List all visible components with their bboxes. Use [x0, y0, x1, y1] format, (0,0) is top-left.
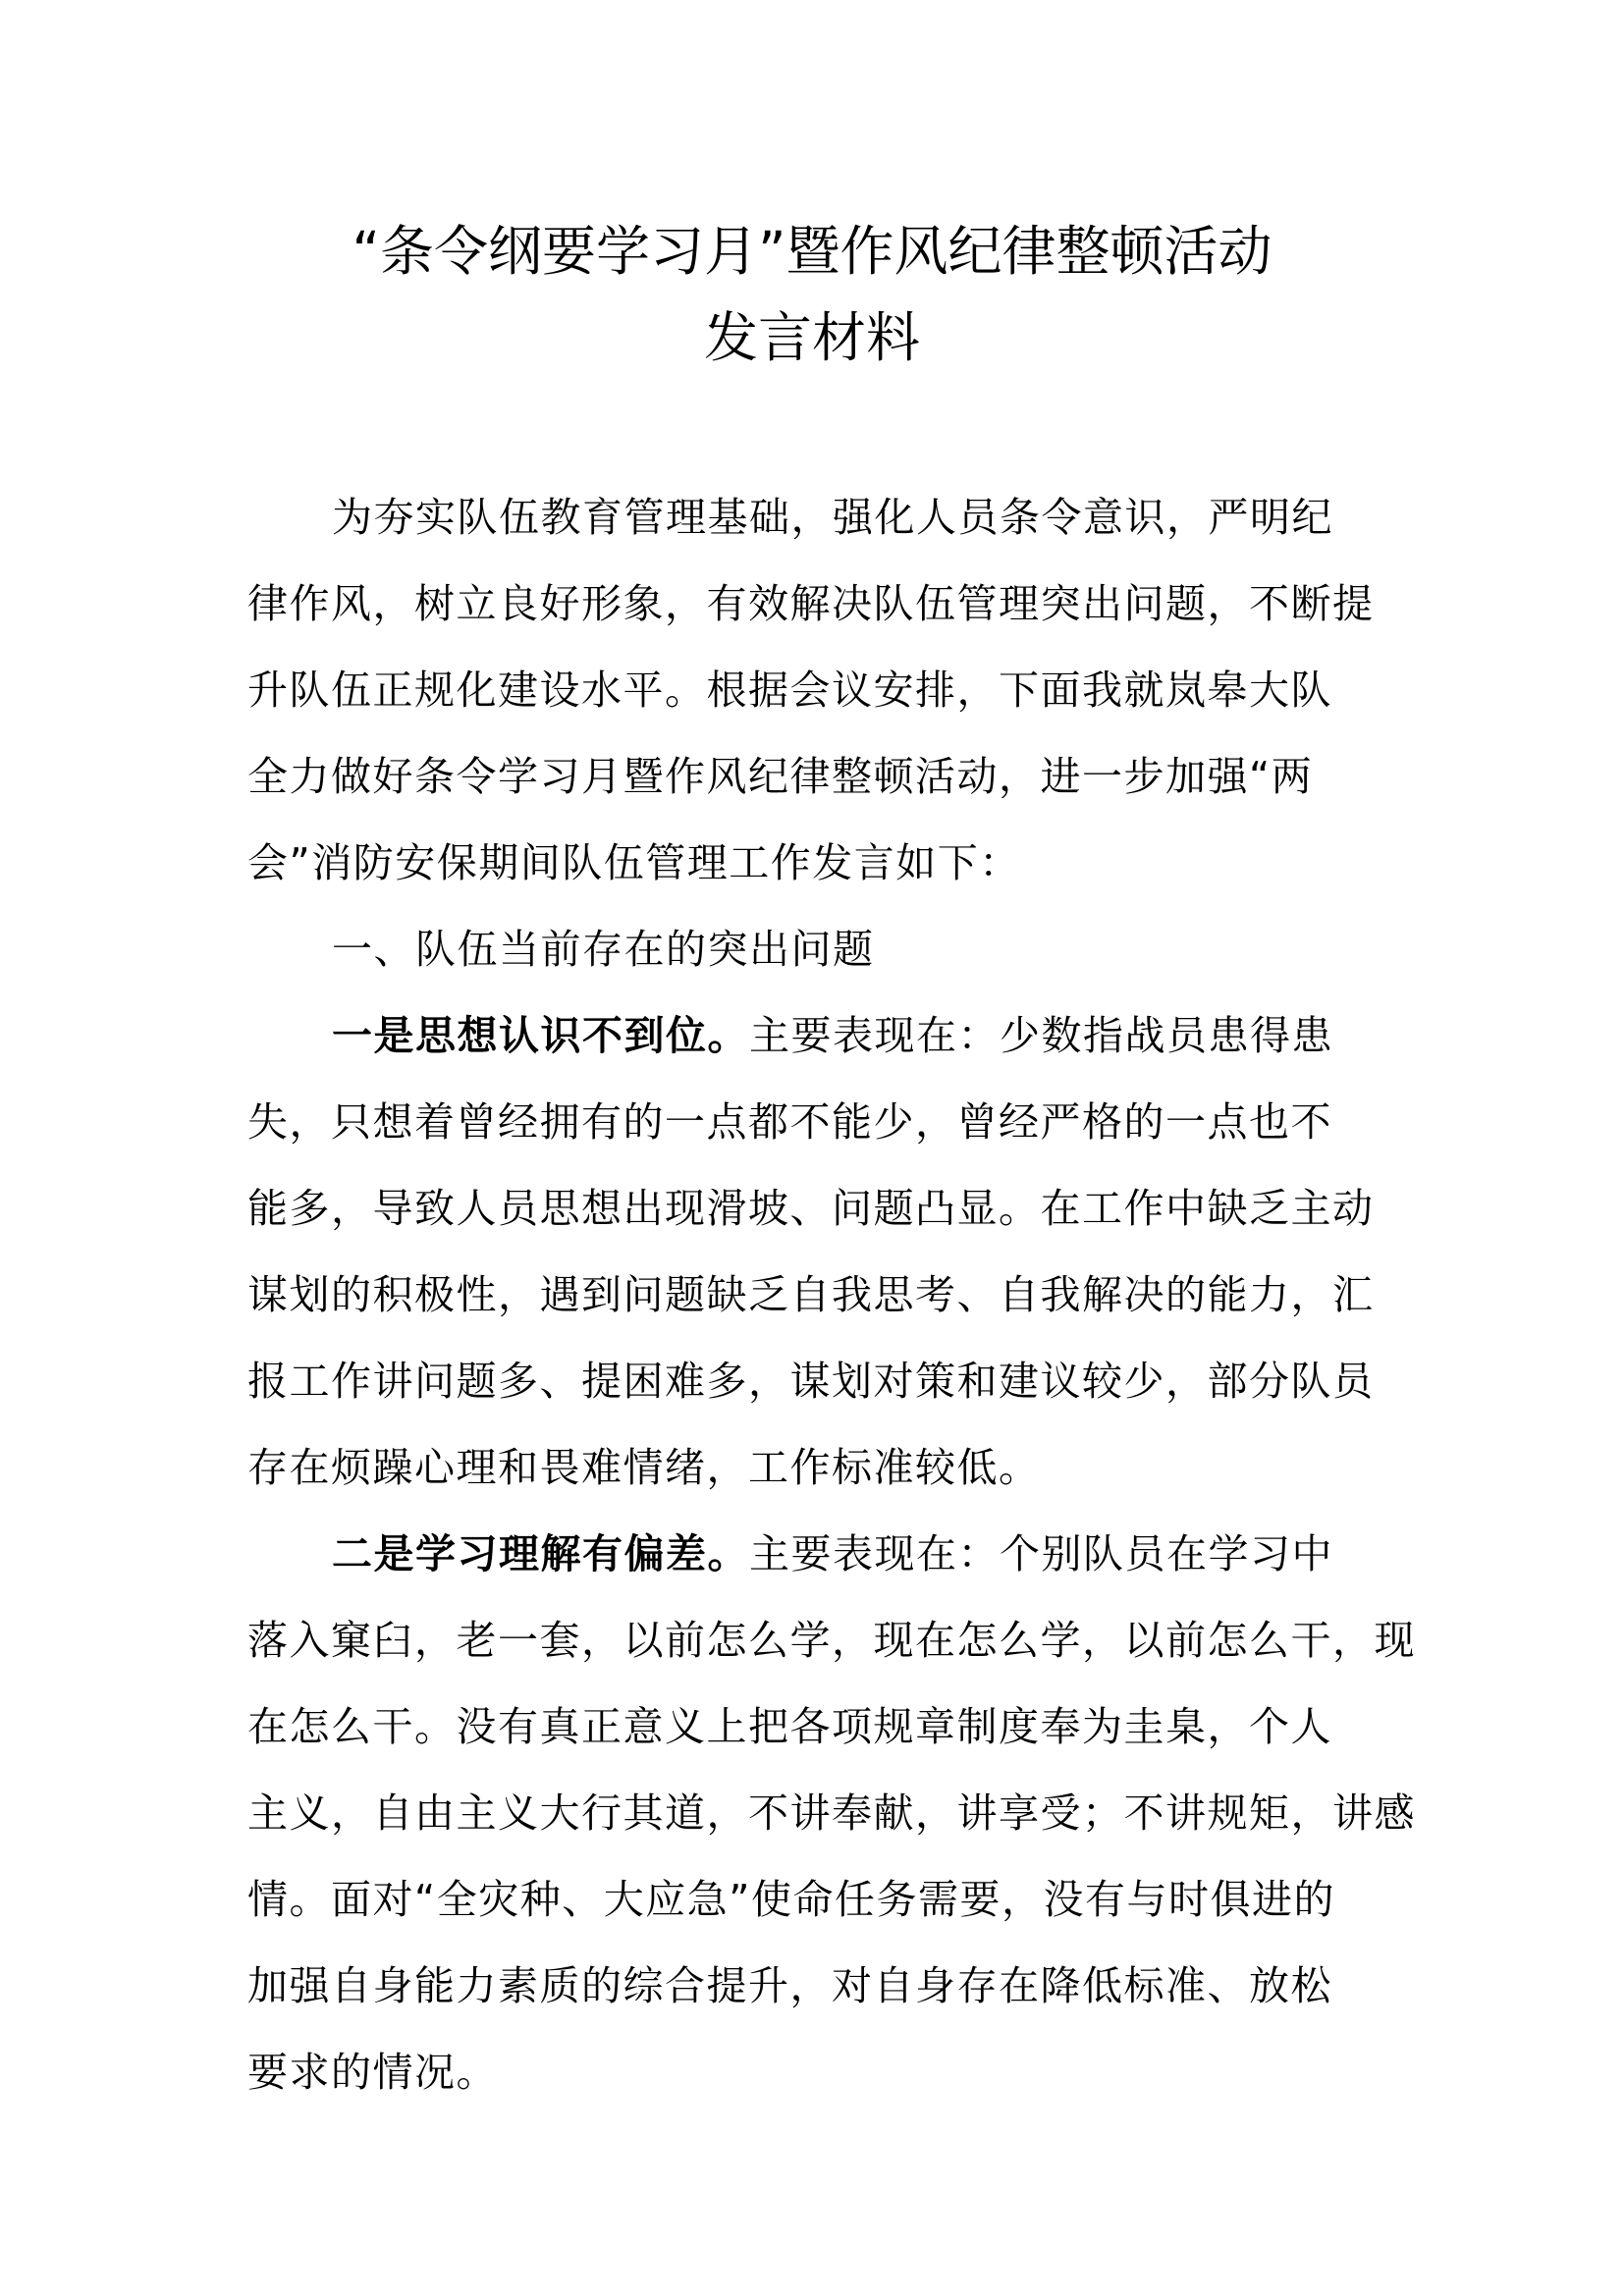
text-line: 落入窠臼，老一套，以前怎么学，现在怎么学，以前怎么干，现	[247, 1617, 1416, 1664]
title-line-1: “条令纲要学习月”暨作风纪律整顿活动	[352, 220, 1272, 283]
text-line: 失，只想着曾经拥有的一点都不能少，曾经严格的一点也不	[247, 1098, 1332, 1146]
text-line: 主义，自由主义大行其道，不讲奉献，讲享受；不讲规矩，讲感	[247, 1789, 1416, 1837]
text-line: 全力做好条令学习月暨作风纪律整顿活动，进一步加强“两	[247, 753, 1314, 800]
title-line-2: 发言材料	[703, 306, 920, 369]
text-line: 报工作讲问题多、提困难多，谋划对策和建议较少，部分队员	[247, 1358, 1375, 1405]
text-line: 为夯实队伍教育管理基础，强化人员条令意识，严明纪	[332, 494, 1333, 541]
text-line: 谋划的积极性，遇到问题缺乏自我思考、自我解决的能力，汇	[247, 1271, 1375, 1318]
text-line: 能多，导致人员思想出现滑坡、问题凸显。在工作中缺乏主动	[247, 1185, 1375, 1232]
section-heading-text: 一、队伍当前存在的突出问题	[332, 926, 875, 973]
text-line: 要求的情况。	[247, 2049, 498, 2096]
point-1-first-line: 主要表现在：少数指战员患得患	[749, 1012, 1333, 1059]
section-heading-1	[247, 906, 1386, 992]
document-body	[247, 474, 1416, 2115]
paragraph-intro	[247, 474, 1386, 906]
point-1-lead: 一是思想认识不到位。	[332, 1012, 749, 1059]
document-title	[0, 208, 1624, 381]
text-line: 升队伍正规化建设水平。根据会议安排，下面我就岚皋大队	[247, 667, 1332, 714]
paragraph-point-2	[247, 1511, 1416, 2115]
text-line: 加强自身能力素质的综合提升，对自身存在降低标准、放松	[247, 1962, 1332, 2009]
point-2-lead: 二是学习理解有偏差。	[332, 1530, 749, 1577]
text-line	[247, 992, 1386, 1079]
text-line: 情。面对“全灾种、大应急”使命任务需要，没有与时俱进的	[247, 1876, 1335, 1923]
text-line	[247, 1511, 1386, 1597]
text-line: 会”消防安保期间队伍管理工作发言如下：	[247, 839, 1021, 886]
text-line: 律作风，树立良好形象，有效解决队伍管理突出问题，不断提	[247, 580, 1375, 627]
paragraph-point-1	[247, 992, 1386, 1511]
point-2-first-line: 主要表现在：个别队员在学习中	[749, 1530, 1333, 1577]
text-line: 在怎么干。没有真正意义上把各项规章制度奉为圭臬，个人	[247, 1703, 1332, 1750]
text-line: 存在烦躁心理和畏难情绪，工作标准较低。	[247, 1444, 1041, 1491]
